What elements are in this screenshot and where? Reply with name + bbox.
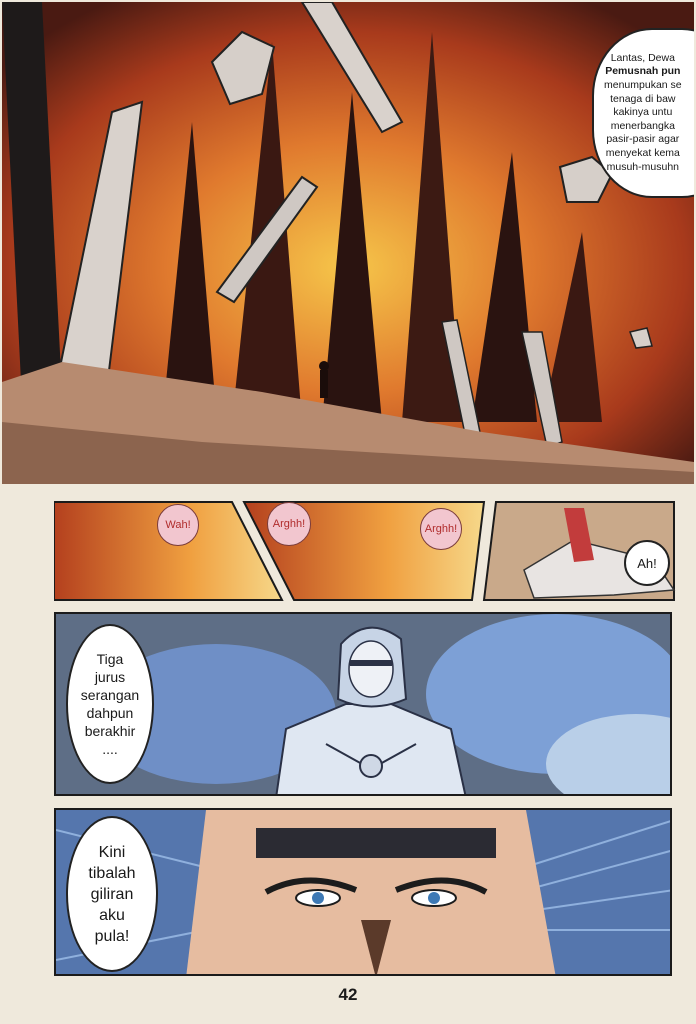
caption-line: tenaga di baw: [610, 92, 676, 105]
panel-impact-strip: [54, 500, 676, 602]
caption-line: pasir-pasir agar: [606, 133, 680, 146]
narration-bubble: [592, 28, 694, 198]
speech-text: Kini tibalah giliran aku pula!: [88, 843, 136, 945]
sfx-arghh-2: Arghh!: [420, 508, 462, 550]
sfx-arghh-1: Arghh!: [267, 502, 311, 546]
caption-line: Pemusnah pun: [605, 65, 681, 78]
caption-line: menerbangka: [610, 119, 675, 132]
shout-bubble: [624, 540, 670, 586]
panel-explosion: [2, 2, 694, 484]
speech-bubble-attacks-ended: [66, 624, 154, 784]
caption-line: musuh-musuhn: [606, 160, 679, 173]
caption-line: kakinya untu: [613, 106, 673, 119]
caption-line: Lantas, Dewa: [610, 51, 675, 64]
speech-bubble-my-turn: [66, 816, 158, 972]
impact-strip-art: [54, 500, 676, 602]
caption-line: menumpukan se: [604, 79, 682, 92]
speech-text: Tiga jurus serangan dahpun berakhir ....: [80, 651, 140, 757]
panel-hero-standing: [54, 612, 672, 796]
shout-text: Ah!: [637, 555, 657, 571]
sfx-wah: Wah!: [157, 504, 199, 546]
explosion-art: [2, 2, 694, 484]
caption-line: menyekat kema: [605, 146, 680, 159]
page-number: 42: [338, 985, 358, 1004]
panel-hero-closeup: [54, 808, 672, 976]
narration-lines: [604, 52, 682, 174]
